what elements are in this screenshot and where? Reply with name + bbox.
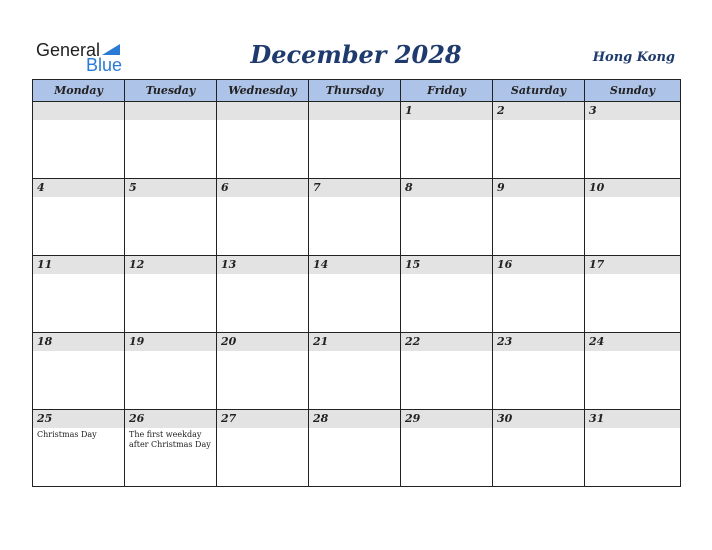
day-cell (309, 256, 401, 333)
day-band (585, 102, 680, 120)
day-number: 18 (37, 335, 53, 348)
day-number: 8 (405, 181, 413, 194)
day-cell (309, 333, 401, 410)
day-number: 9 (497, 181, 505, 194)
day-cell (585, 256, 681, 333)
day-cell (217, 102, 309, 179)
day-number: 5 (129, 181, 137, 194)
weekday-tuesday: Tuesday (125, 80, 217, 102)
day-cell (125, 256, 217, 333)
day-number: 23 (497, 335, 513, 348)
holiday-event: Christmas Day (37, 430, 97, 439)
week-row (33, 102, 681, 179)
day-number: 25 (37, 412, 53, 425)
day-cell (401, 410, 493, 487)
day-band (309, 179, 400, 197)
week-row (33, 333, 681, 410)
day-cell (493, 333, 585, 410)
week-row (33, 179, 681, 256)
day-number: 7 (313, 181, 321, 194)
day-cell (217, 410, 309, 487)
day-number: 20 (221, 335, 237, 348)
day-number: 31 (589, 412, 605, 425)
week-row (33, 410, 681, 487)
day-cell (493, 256, 585, 333)
week-row (33, 256, 681, 333)
weekday-sunday: Sunday (585, 80, 681, 102)
day-cell (401, 102, 493, 179)
day-cell (493, 410, 585, 487)
day-cell (585, 333, 681, 410)
holiday-event: The first weekday after Christmas Day (129, 430, 211, 449)
weekday-saturday: Saturday (493, 80, 585, 102)
day-band (33, 102, 124, 120)
day-cell (309, 179, 401, 256)
day-cell (401, 256, 493, 333)
day-cell (309, 410, 401, 487)
weekday-thursday: Thursday (309, 80, 401, 102)
day-band (125, 179, 216, 197)
day-cell (125, 102, 217, 179)
day-number: 16 (497, 258, 513, 271)
day-number: 24 (589, 335, 605, 348)
day-cell (33, 410, 125, 487)
day-number: 27 (221, 412, 237, 425)
calendar-grid (32, 79, 681, 487)
day-number: 17 (589, 258, 605, 271)
day-number: 26 (129, 412, 145, 425)
day-number: 14 (313, 258, 329, 271)
weekday-header-row (33, 80, 681, 102)
day-number: 21 (313, 335, 329, 348)
day-cell (125, 410, 217, 487)
day-cell (217, 256, 309, 333)
day-cell (585, 102, 681, 179)
day-cell (401, 179, 493, 256)
day-number: 6 (221, 181, 229, 194)
day-cell (33, 333, 125, 410)
day-number: 1 (405, 104, 413, 117)
day-band (125, 102, 216, 120)
day-number: 29 (405, 412, 421, 425)
day-cell (493, 179, 585, 256)
day-cell (125, 179, 217, 256)
day-number: 22 (405, 335, 421, 348)
day-number: 3 (589, 104, 597, 117)
day-band (309, 102, 400, 120)
day-band (217, 179, 308, 197)
weekday-monday: Monday (33, 80, 125, 102)
day-cell (217, 333, 309, 410)
day-number: 13 (221, 258, 237, 271)
weeks-container (33, 102, 681, 487)
day-cell (585, 179, 681, 256)
day-band (493, 102, 584, 120)
day-number: 10 (589, 181, 605, 194)
calendar-title: December 2028 (250, 40, 462, 69)
day-number: 30 (497, 412, 513, 425)
day-cell (217, 179, 309, 256)
day-cell (585, 410, 681, 487)
day-number: 15 (405, 258, 421, 271)
day-number: 12 (129, 258, 145, 271)
day-band (401, 179, 492, 197)
day-cell (493, 102, 585, 179)
region-label: Hong Kong (592, 50, 675, 65)
day-number: 19 (129, 335, 145, 348)
day-band (33, 179, 124, 197)
logo-blue-text: Blue (86, 55, 123, 75)
day-number: 11 (37, 258, 53, 271)
day-band (217, 102, 308, 120)
day-cell (125, 333, 217, 410)
day-band (401, 102, 492, 120)
day-cell (33, 179, 125, 256)
day-cell (309, 102, 401, 179)
logo-general-text: General (36, 40, 101, 60)
day-cell (401, 333, 493, 410)
day-number: 28 (313, 412, 329, 425)
day-number: 2 (497, 104, 505, 117)
day-cell (33, 256, 125, 333)
day-number: 4 (37, 181, 45, 194)
day-band (493, 179, 584, 197)
weekday-friday: Friday (401, 80, 493, 102)
day-cell (33, 102, 125, 179)
weekday-wednesday: Wednesday (217, 80, 309, 102)
